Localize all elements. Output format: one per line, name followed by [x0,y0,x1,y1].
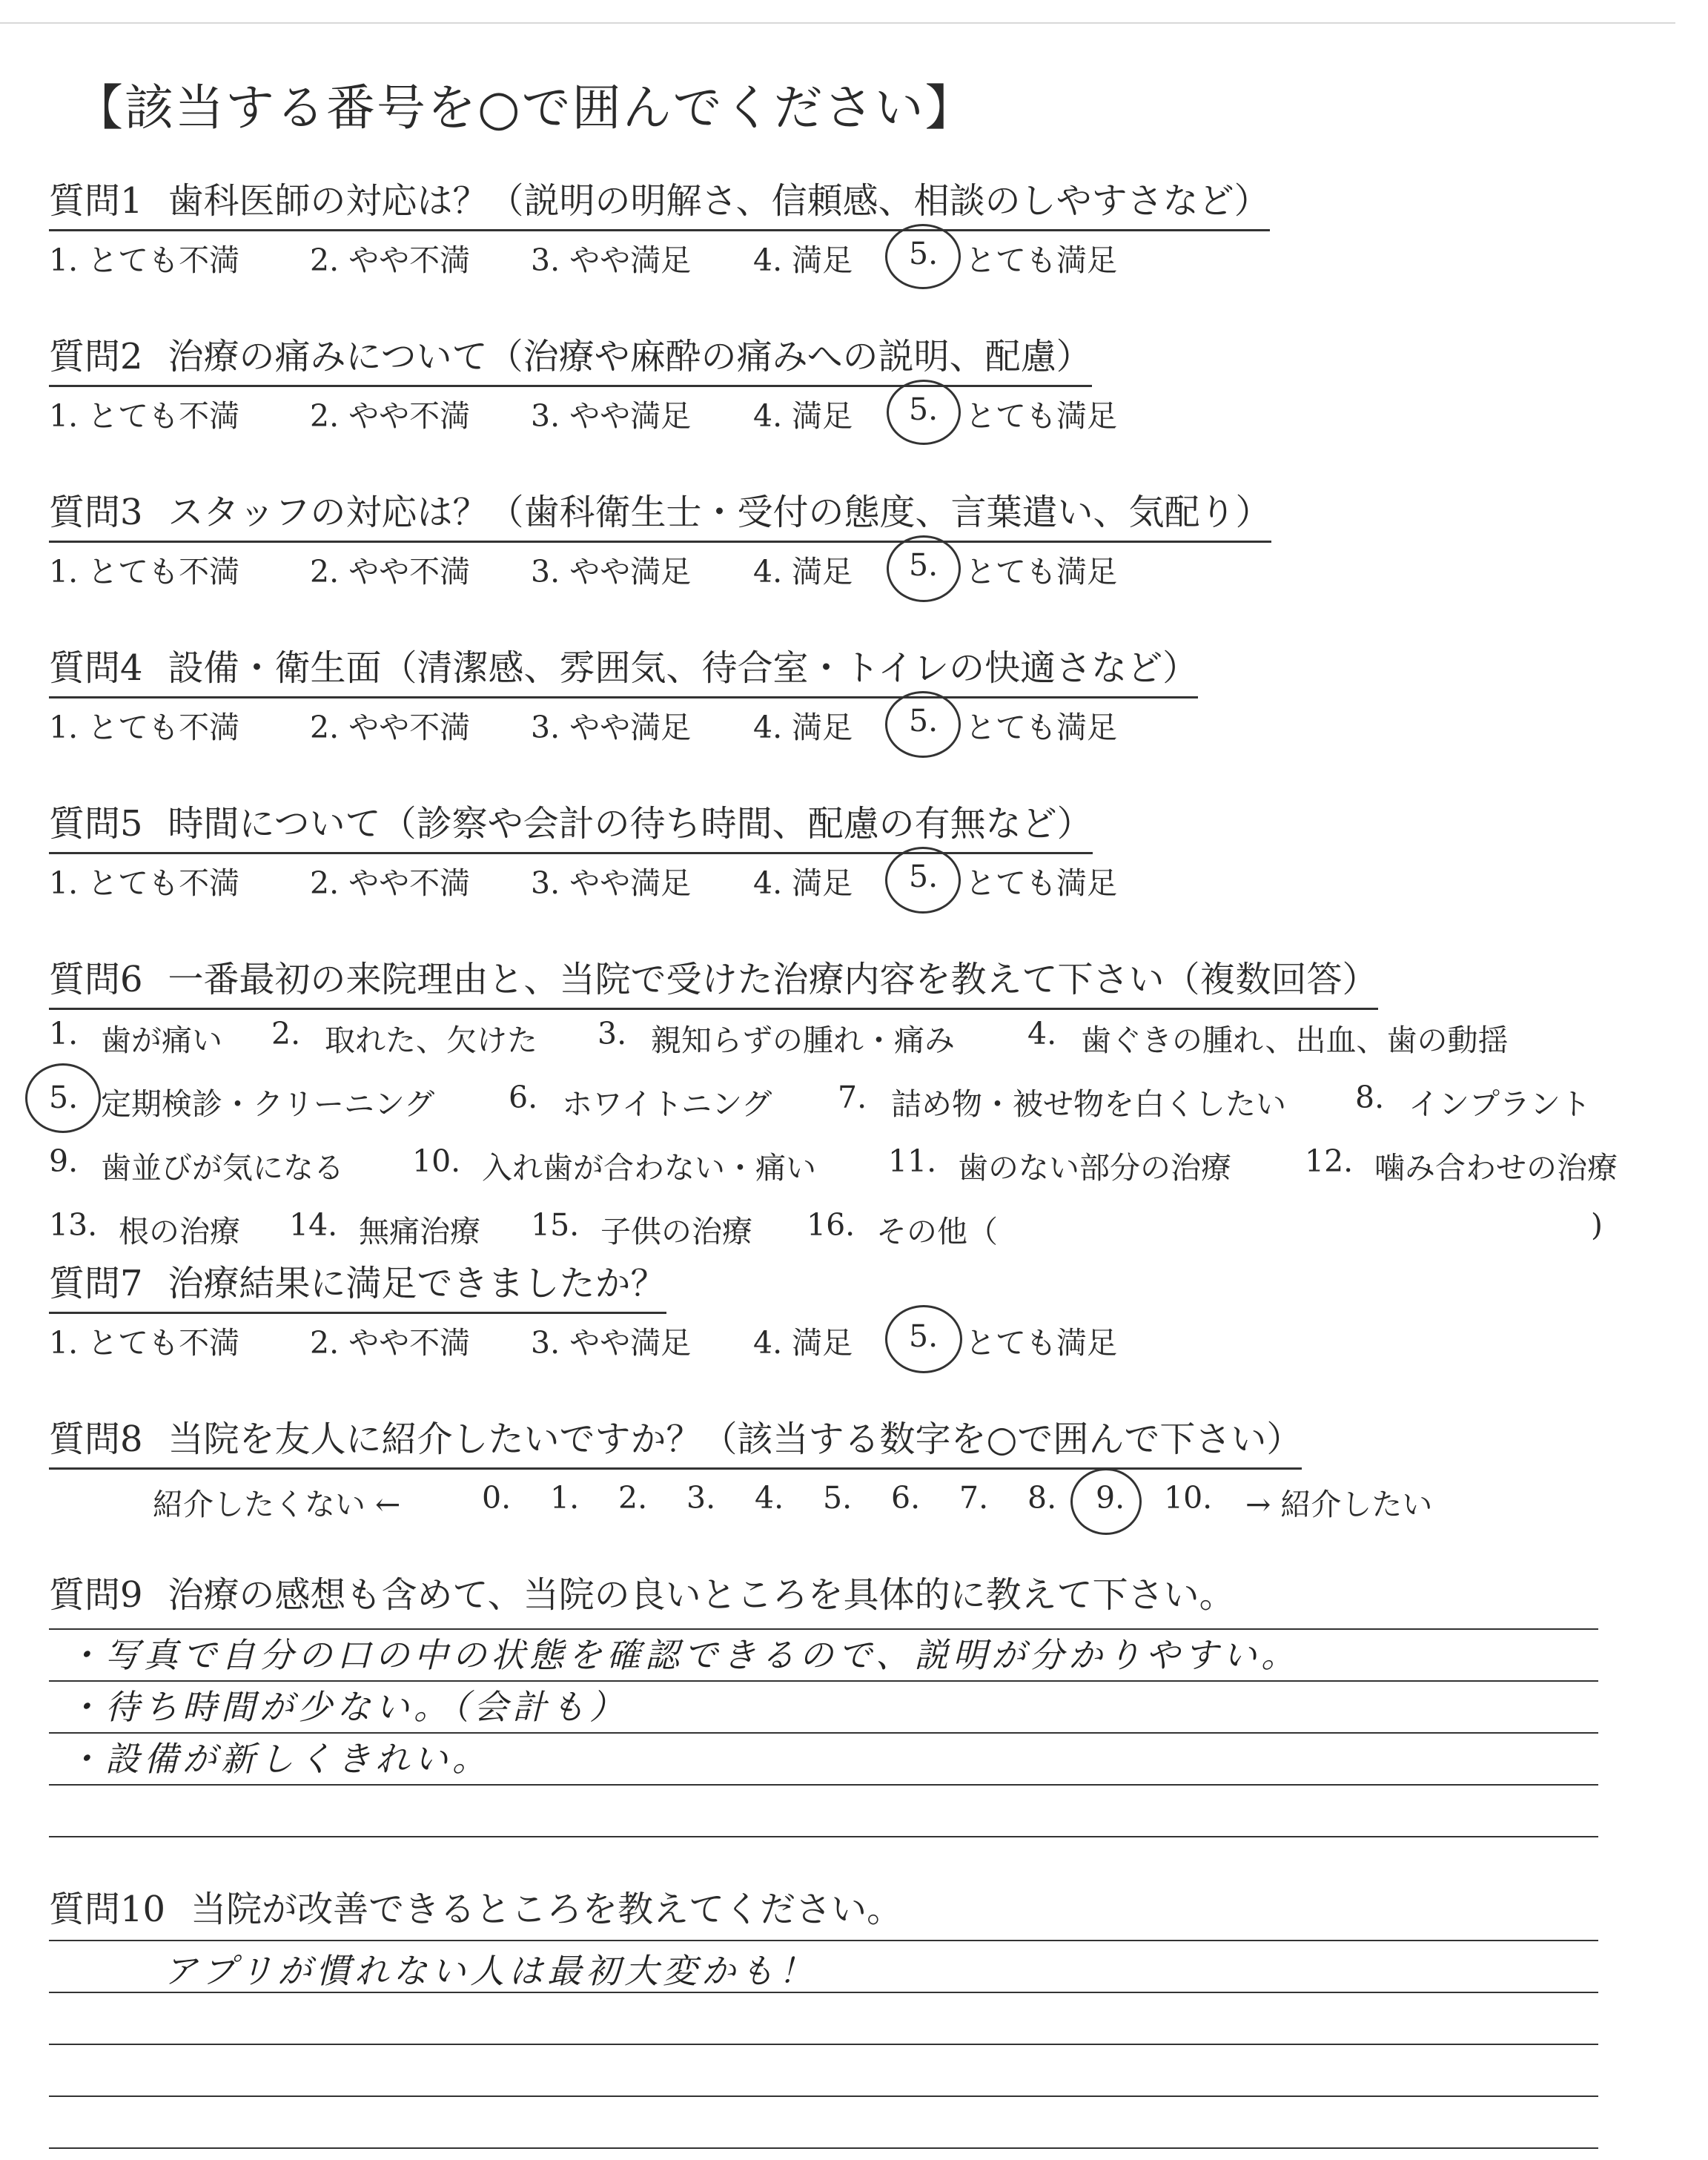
option-2[interactable]: 2. やや不満 [310,242,471,278]
question-heading [49,1880,902,1938]
handwritten-answer: ・待ち時間が少ない。（会計も） [67,1687,628,1727]
answer-line [49,1836,1598,1837]
rating-options [49,859,1117,901]
question-text: スタッフの対応は？（歯科衛生士・受付の態度、言葉遣い、気配り） [168,492,1271,533]
rating-options [49,1318,1117,1361]
page-title: 【該当する番号を○で囲んでください】 [74,79,976,136]
list-row [49,1016,1509,1080]
option-5[interactable]: 5. [909,547,939,583]
option-label: 歯並びが気になる [101,1150,344,1186]
answer-line [49,1940,1598,1941]
scale-9[interactable]: 9. [1096,1480,1125,1516]
option-label: 歯が痛い [101,1023,222,1058]
recommend-scale [49,1480,1433,1532]
question-text: 当院を友人に紹介したいですか？（該当する数字を○で囲んで下さい） [168,1418,1302,1460]
question-text: 当院が改善できるところを教えてください。 [191,1889,903,1930]
question-label: 質問4 [49,647,143,689]
question-2 [49,328,1117,434]
option-label: 歯ぐきの腫れ、出血、歯の動揺 [1081,1023,1509,1058]
option-2[interactable]: 2. やや不満 [310,865,471,901]
handwritten-answer: ・写真で自分の口の中の状態を確認できるので、説明が分かりやすい。 [67,1635,1300,1675]
question-10 [49,1880,902,1938]
scale-2[interactable]: 2. [618,1480,648,1516]
option-5[interactable]: 5. [909,703,939,739]
question-heading [49,483,1271,543]
option-number[interactable]: 11. [888,1143,937,1179]
answer-circle-mark [885,691,961,758]
option-label: 歯のない部分の治療 [958,1150,1231,1186]
option-label: 無痛治療 [359,1214,480,1249]
rating-options [49,392,1117,434]
question-text: 時間について（診察や会計の待ち時間、配慮の有無など） [168,803,1093,845]
option-number[interactable]: 10. [412,1143,461,1179]
question-label: 質問8 [49,1418,143,1460]
question-label: 質問10 [49,1889,166,1930]
question-1 [49,172,1270,276]
option-1[interactable]: 1. とても不満 [49,242,240,278]
option-5[interactable]: 5. [909,1318,939,1354]
option-label: 詰め物・被せ物を白くしたい [891,1086,1286,1122]
option-label-close: ) [1591,1207,1603,1243]
option-4[interactable]: 4. 満足 [753,710,853,745]
option-number[interactable]: 13. [49,1207,98,1243]
option-number[interactable]: 7. [838,1080,867,1115]
scale-left-label: 紹介したくない ← [153,1487,401,1522]
scale-5[interactable]: 5. [823,1480,853,1516]
option-3[interactable]: 3. やや満足 [531,865,692,901]
question-heading [49,1255,666,1314]
option-5-label: とても満足 [965,710,1117,745]
option-2[interactable]: 2. やや不満 [310,554,471,589]
answer-circle-mark [887,535,961,602]
option-label: 取れた、欠けた [325,1023,537,1058]
question-text: 設備・衛生面（清潔感、雰囲気、待合室・トイレの快適さなど） [168,647,1199,689]
scale-0[interactable]: 0. [482,1480,512,1516]
question-label: 質問1 [49,180,143,222]
option-label: その他（ [876,1214,998,1249]
option-5-label: とても満足 [965,242,1117,278]
option-label: 定期検診・クリーニング [101,1086,435,1122]
question-5 [49,795,1117,901]
option-3[interactable]: 3. やや満足 [531,710,692,745]
option-label: 噛み合わせの治療 [1374,1150,1618,1186]
scale-6[interactable]: 6. [891,1480,921,1516]
scale-10[interactable]: 10. [1164,1480,1213,1516]
answer-circle-mark [1070,1468,1142,1535]
option-1[interactable]: 1. とても不満 [49,554,240,589]
scale-8[interactable]: 8. [1027,1480,1057,1516]
option-4[interactable]: 4. 満足 [753,865,853,901]
question-text: 歯科医師の対応は？（説明の明解さ、信頼感、相談のしやすさなど） [168,180,1270,222]
option-number[interactable]: 14. [289,1207,338,1243]
scale-7[interactable]: 7. [959,1480,989,1516]
question-label: 質問6 [49,959,143,1000]
option-5[interactable]: 5. [909,859,939,894]
question-heading [49,1566,1235,1623]
option-number[interactable]: 8. [1355,1080,1385,1115]
option-number[interactable]: 9. [49,1143,79,1179]
option-3[interactable]: 3. やや満足 [531,398,692,434]
rating-options [49,703,1198,743]
option-5[interactable]: 5. [909,236,939,271]
question-heading [49,328,1092,387]
question-9 [49,1566,1235,1623]
option-label: 入れ歯が合わない・痛い [482,1150,816,1186]
question-4 [49,639,1198,743]
option-5-label: とても満足 [965,554,1117,589]
option-number[interactable]: 3. [598,1016,627,1051]
option-number[interactable]: 12. [1305,1143,1354,1179]
treatment-options-list [49,1016,1618,1271]
rating-options [49,547,1271,587]
handwritten-answer: ・設備が新しくきれい。 [67,1739,491,1779]
question-label: 質問3 [49,492,143,533]
top-border-line [0,22,1675,24]
option-3[interactable]: 3. やや満足 [531,1325,692,1361]
option-number[interactable]: 16. [807,1207,855,1243]
scale-right-label: → 紹介したい [1245,1487,1433,1522]
option-number[interactable]: 2. [271,1016,301,1051]
option-5-label: とても満足 [965,865,1117,901]
option-number[interactable]: 4. [1027,1016,1057,1051]
option-4[interactable]: 4. 満足 [753,554,853,589]
scale-4[interactable]: 4. [755,1480,784,1516]
answer-circle-mark [887,380,961,445]
question-label: 質問2 [49,336,143,377]
option-2[interactable]: 2. やや不満 [310,398,471,434]
answer-line [49,2044,1598,2045]
option-3[interactable]: 3. やや満足 [531,554,692,589]
answer-circle-mark [885,1305,962,1373]
question-3 [49,483,1271,587]
question-heading [49,1410,1302,1470]
answer-circle-mark [885,224,961,289]
scale-3[interactable]: 3. [686,1480,716,1516]
answer-circle-mark [25,1063,101,1133]
option-5[interactable]: 5. [909,392,939,427]
option-number[interactable]: 1. [49,1016,79,1051]
option-label: 親知らずの腫れ・痛み [651,1023,955,1058]
answer-line [49,2095,1598,2097]
question-heading [49,951,1378,1010]
option-1[interactable]: 1. とても不満 [49,710,240,745]
option-2[interactable]: 2. やや不満 [310,1325,471,1361]
question-text: 治療の痛みについて（治療や麻酔の痛みへの説明、配慮） [168,336,1092,377]
question-text: 治療結果に満足できましたか？ [168,1263,666,1304]
option-1[interactable]: 1. とても不満 [49,398,240,434]
option-label: インプラント [1409,1086,1591,1122]
option-label: ホワイトニング [562,1086,772,1122]
option-3[interactable]: 3. やや満足 [531,242,692,278]
question-text: 一番最初の来院理由と、当院で受けた治療内容を教えて下さい（複数回答） [168,959,1378,1000]
list-row [49,1080,1591,1143]
handwritten-answer: アプリが慣れない人は最初大変かも！ [163,1951,818,1991]
option-1[interactable]: 1. とても不満 [49,865,240,901]
question-label: 質問9 [49,1574,143,1616]
option-2[interactable]: 2. やや不満 [310,710,471,745]
question-label: 質問7 [49,1263,143,1304]
rating-options [49,236,1270,276]
option-label: 子供の治療 [600,1214,752,1249]
question-heading [49,172,1270,231]
option-4[interactable]: 4. 満足 [753,1325,853,1361]
option-5-label: とても満足 [965,398,1117,434]
question-6 [49,951,1618,1271]
option-1[interactable]: 1. とても不満 [49,1325,240,1361]
question-heading [49,795,1093,854]
question-text: 治療の感想も含めて、当院の良いところを具体的に教えて下さい。 [168,1574,1235,1616]
question-8 [49,1410,1433,1532]
option-number[interactable]: 6. [509,1080,538,1115]
option-4[interactable]: 4. 満足 [753,242,853,278]
answer-circle-mark [885,847,961,914]
scale-1[interactable]: 1. [550,1480,580,1516]
option-label: 根の治療 [119,1214,240,1249]
option-5-label: とても満足 [965,1325,1117,1361]
answer-line [49,1784,1598,1786]
option-number[interactable]: 15. [531,1207,580,1243]
option-4[interactable]: 4. 満足 [753,398,853,434]
list-row [49,1143,1618,1207]
question-heading [49,639,1198,698]
option-number[interactable]: 5. [49,1080,79,1115]
question-7 [49,1255,1117,1361]
answer-line [49,2147,1598,2149]
question-label: 質問5 [49,803,143,845]
